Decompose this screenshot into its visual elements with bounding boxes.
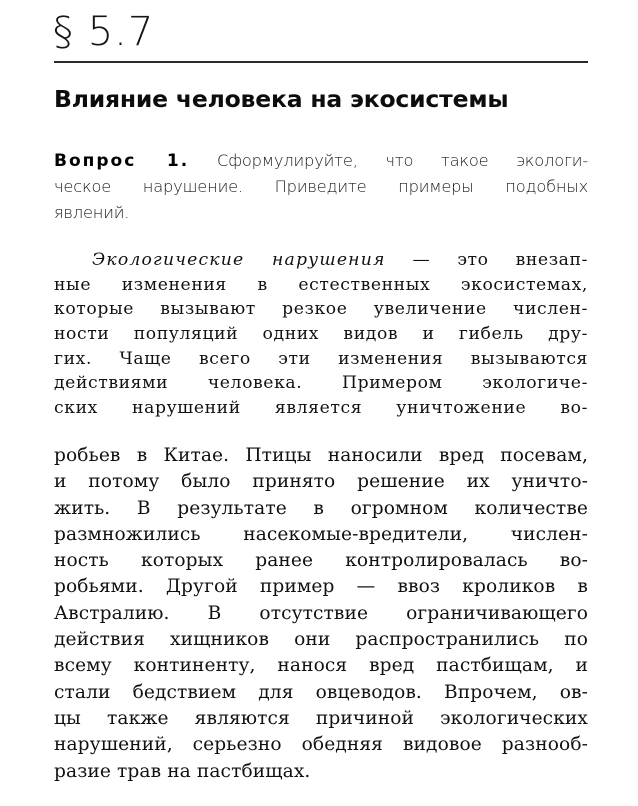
answer-line: стали бедствием для овцеводов. Впрочем, ов-	[54, 681, 588, 703]
answer-line	[54, 248, 588, 273]
section-number: § 5.7	[53, 9, 155, 55]
answer-line: ских нарушений является уничтожение во-	[54, 398, 588, 419]
question-text: Сформулируйте, что такое экологи-	[217, 151, 588, 170]
answer-line: ные изменения в естественных экосистемах,	[54, 274, 588, 295]
answer-line: жить. В результате в огромном количестве	[54, 497, 588, 519]
answer-block-1	[54, 248, 588, 421]
question-line	[54, 148, 588, 174]
section-title: Влияние человека на экосистемы	[54, 85, 509, 113]
answer-line: размножились насекомые-вредители, числен-	[54, 523, 588, 545]
answer-block-2	[54, 443, 588, 785]
term-definition: Экологические нарушения	[92, 250, 386, 270]
answer-line: цы также являются причиной экологических	[54, 707, 588, 729]
section-divider	[54, 61, 588, 63]
question-line: ческое нарушение. Приведите примеры подобных	[54, 177, 588, 196]
answer-line: робьев в Китае. Птицы наносили вред посевам,	[54, 445, 588, 466]
question-label: Вопрос 1.	[54, 151, 190, 171]
answer-line: Австралию. В отсутствие ограничивающего	[54, 602, 588, 624]
answer-line: всему континенту, нанося вред пастбищам, и	[54, 655, 588, 677]
answer-line: действиями человека. Примером экологиче-	[54, 373, 588, 394]
answer-line: ности популяций одних видов и гибель дру-	[54, 324, 588, 345]
answer-text: — это внезап-	[385, 250, 588, 270]
question-line: явлений.	[54, 203, 130, 222]
answer-line: ность которых ранее контролировалась во-	[54, 550, 588, 572]
answer-line: и потому было принято решение их уничто-	[54, 471, 588, 493]
answer-line: действия хищников они распространились по	[54, 629, 588, 651]
answer-line: робьями. Другой пример — ввоз кроликов в	[54, 576, 588, 598]
answer-line: разие трав на пастбищах.	[54, 760, 311, 782]
answer-line: которые вызывают резкое увеличение числен-	[54, 299, 588, 320]
answer-line: гих. Чаще всего эти изменения вызываются	[54, 348, 588, 369]
answer-line: нарушений, серьезно обедняя видовое разнооб-	[54, 734, 588, 756]
question-block	[54, 148, 588, 226]
